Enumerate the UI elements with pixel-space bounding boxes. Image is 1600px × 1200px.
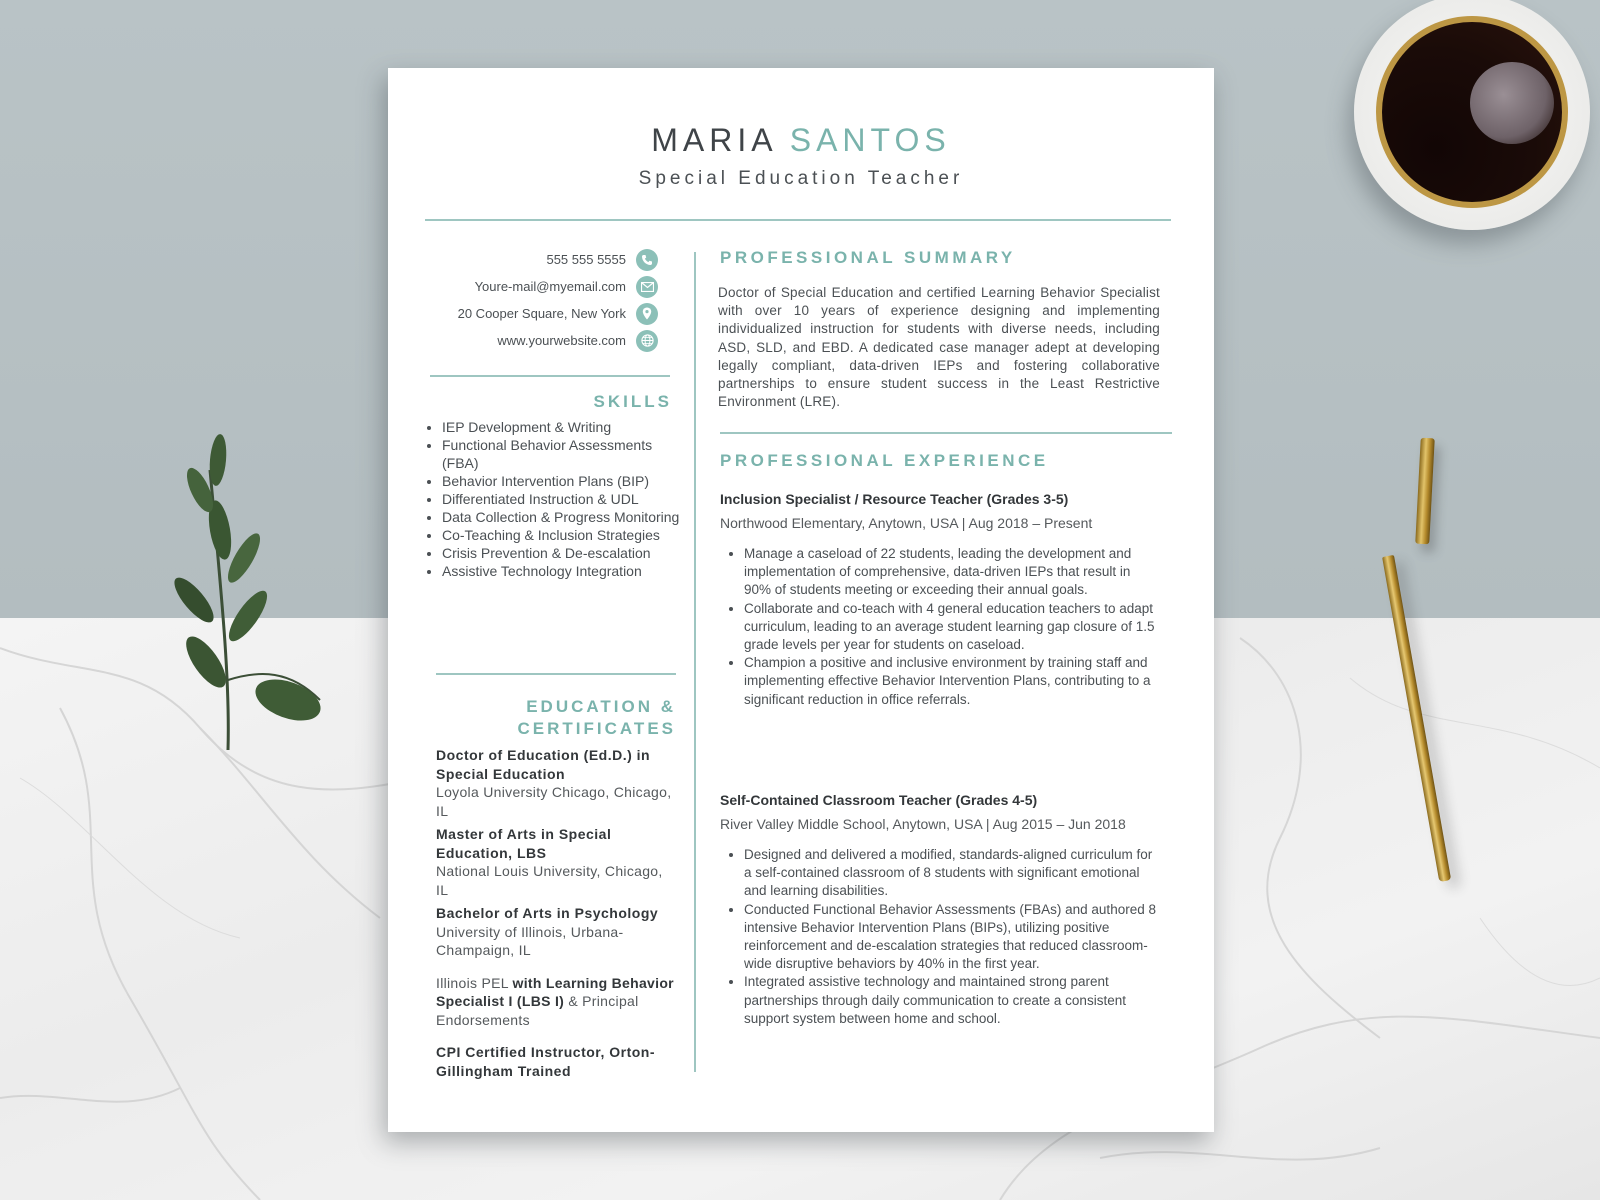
resume-sheet [388,68,1214,1132]
job-bullets [720,846,1160,1028]
cert-part1: Illinois PEL [436,974,513,991]
address-text: 20 Cooper Square, New York [457,306,626,321]
last-name: SANTOS [789,122,951,158]
first-name: MARIA [651,122,776,158]
cpi-certification: CPI Certified Instructor, Orton-Gillingham Trained [436,1044,656,1079]
phone-icon [636,249,658,271]
job-title: Self-Contained Classroom Teacher (Grades 4-5) [720,792,1038,808]
job-entry [720,792,1160,1028]
skill-item: • Co-Teaching & Inclusion Strategies [442,526,682,544]
skill-item: • Assistive Technology Integration [442,562,682,580]
job-meta: River Valley Middle School, Anytown, USA | Aug 2015 – Jun 2018 [720,816,1126,832]
skill-item: • Behavior Intervention Plans (BIP) [442,472,682,490]
education-entry [436,825,674,899]
coffee-mug [1354,0,1590,230]
experience-heading: PROFESSIONAL EXPERIENCE [720,451,1049,470]
skill-item: • Functional Behavior Assessments (FBA) [442,436,682,472]
cert-part2: with Learning Behavior Specialist I (LBS I) [436,974,674,1009]
skill-item: • IEP Development & Writing [442,418,682,436]
skills-divider [436,673,676,675]
job-title: Inclusion Specialist / Resource Teacher (Grades 3-5) [720,491,1069,507]
job-bullet: • Integrated assistive technology and maintained strong parent partnerships through daily communication to create a consistent support system between home and school. [744,973,1160,1028]
certification [436,974,674,1030]
education-heading-line2: CERTIFICATES [517,719,676,738]
coffee [1382,22,1562,202]
education-entry [436,904,674,960]
job-bullet: • Designed and delivered a modified, standards-aligned curriculum for a self-contained classroom of 8 students with significant emotional and learning disabilities. [744,846,1160,901]
degree-title: Doctor of Education (Ed.D.) in Special Education [436,747,651,782]
skills-heading: SKILLS [593,392,672,411]
contact-address [418,300,658,327]
degree-school: University of Illinois, Urbana-Champaign, IL [436,923,624,958]
contact-divider [430,375,670,377]
candidate-name [388,122,1214,159]
cert-part3: & Principal Endorsements [436,993,639,1028]
phone-text: 555 555 5555 [546,252,626,267]
email-text: Youre-mail@myemail.com [474,279,626,294]
summary-divider [720,432,1172,434]
job-bullet: • Conducted Functional Behavior Assessments (FBAs) and authored 8 intensive Behavior Intervention Plans (BIPs), utilizing positive reinforcement and de-escalation strategies that reduced classroom-wide disruptive behaviors by 40% in the first year. [744,901,1160,974]
globe-icon [636,330,658,352]
job-role: Special Education Teacher [638,168,964,189]
coffee-glare [1470,62,1554,144]
email-icon [636,276,658,298]
header-divider [425,219,1171,221]
degree-school: National Louis University, Chicago, IL [436,863,663,898]
job-bullet: • Champion a positive and inclusive environment by training staff and implementing effective Behavior Intervention Plans, contributing to a significant reduction in office referrals. [744,654,1160,709]
skill-item: • Data Collection & Progress Monitoring [442,508,682,526]
job-bullet: • Collaborate and co-teach with 4 general education teachers to adapt curriculum, leading to an average student learning gap closure of 1.5 grade levels per year for students on caseload. [744,600,1160,655]
plant-sprig [150,430,330,750]
job-entry [720,491,1160,709]
contact-block [418,246,658,354]
job-meta: Northwood Elementary, Anytown, USA | Aug 2018 – Present [720,515,1093,531]
skills-list [426,418,682,580]
education-entry [436,746,674,820]
location-icon [636,303,658,325]
job-bullets [720,545,1160,709]
website-text: www.yourwebsite.com [497,333,626,348]
summary-heading: PROFESSIONAL SUMMARY [720,248,1016,267]
column-divider [694,252,696,1072]
education-heading [436,696,676,740]
skill-item: • Crisis Prevention & De-escalation [442,544,682,562]
contact-website [418,327,658,354]
contact-email [418,273,658,300]
degree-title: Master of Arts in Special Education, LBS [436,826,612,861]
degree-school: Loyola University Chicago, Chicago, IL [436,784,672,819]
degree-title: Bachelor of Arts in Psychology [436,905,659,921]
skill-item: • Differentiated Instruction & UDL [442,490,682,508]
job-bullet: • Manage a caseload of 22 students, leading the development and implementation of comprehensive, data-driven IEPs that result in 90% of students meeting or exceeding their annual goals. [744,545,1160,600]
education-list [436,746,674,1080]
summary-text: Doctor of Special Education and certified Learning Behavior Specialist with over 10 years of experience designing and implementing individualized instruction for students with diverse needs, including ASD, SLD, and EBD. A dedicated case manager adept at developing legally compliant, data-driven IEPs and fostering collaborative partnerships to ensure student success in the Least Restrictive Environment (LRE). [718,285,1160,410]
education-heading-line1: EDUCATION & [526,697,676,716]
contact-phone [418,246,658,273]
